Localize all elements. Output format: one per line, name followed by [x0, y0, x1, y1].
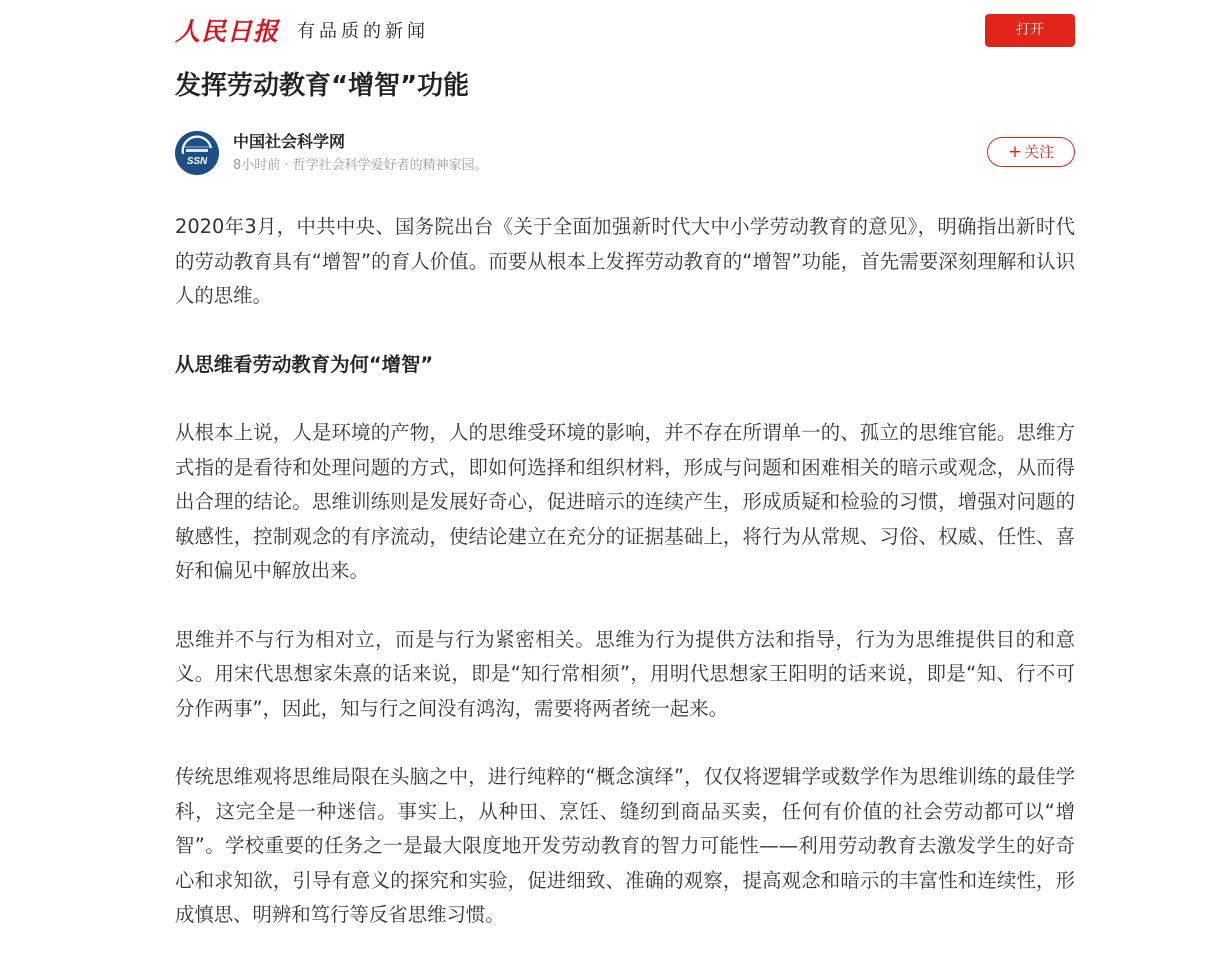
- plus-icon: +: [1007, 142, 1023, 162]
- author-meta: 8小时前 · 哲学社会科学爱好者的精神家园。: [233, 158, 488, 173]
- author-avatar[interactable]: [175, 131, 219, 175]
- paragraph-1: 2020年3月，中共中央、国务院出台《关于全面加强新时代大中小学劳动教育的意见》，明确指出新时代的劳动教育具有“增智”的育人价值。而要从根本上发挥劳动教育的“增智”功能，首先需要深刻理解和认识人的思维。: [175, 215, 1075, 307]
- people-daily-logo[interactable]: [175, 18, 429, 46]
- section-heading: 从思维看劳动教育为何“增智”: [175, 352, 434, 376]
- follow-button[interactable]: [987, 137, 1075, 167]
- follow-label: 关注: [1024, 143, 1055, 161]
- slogan: 有品质的新闻: [297, 21, 430, 42]
- avatar-text: SSN: [186, 156, 208, 167]
- article-body: [175, 210, 1075, 967]
- paragraph-4: 传统思维观将思维局限在头脑之中，进行纯粹的“概念演绎”，仅仅将逻辑学或数学作为思维训练的最佳学科，这完全是一种迷信。事实上，从种田、烹饪、缝纫到商品买卖，任何有价值的社会劳动都可以“增智”。学校重要的任务之一是最大限度地开发劳动教育的智力可能性——利用劳动教育去激发学生的好奇心和求知欲，引导有意义的探究和实验，促进细致、准确的观察，提高观念和暗示的丰富性和连续性，形成慎思、明辨和笃行等反省思维习惯。: [175, 765, 1075, 926]
- top-bar: [175, 14, 1075, 50]
- author-bar: [175, 130, 1075, 176]
- article-title: 发挥劳动教育“增智”功能: [175, 71, 470, 101]
- ssn-logo-icon: [175, 131, 219, 175]
- author-name[interactable]: 中国社会科学网: [233, 132, 346, 151]
- paragraph-3: 思维并不与行为相对立，而是与行为紧密相关。思维为行为提供方法和指导，行为为思维提供目的和意义。用宋代思想家朱熹的话来说，即是“知行常相须”，用明代思想家王阳明的话来说，即是“知、行不可分作两事”，因此，知与行之间没有鸿沟，需要将两者统一起来。: [175, 627, 1075, 720]
- open-app-button[interactable]: 打开: [985, 14, 1075, 47]
- logo-mark: 人民日报: [175, 17, 280, 46]
- paragraph-2: 从根本上说，人是环境的产物，人的思维受环境的影响，并不存在所谓单一的、孤立的思维官能。思维方式指的是看待和处理问题的方式，即如何选择和组织材料，形成与问题和困难相关的暗示或观念，从而得出合理的结论。思维训练则是发展好奇心，促进暗示的连续产生，形成质疑和检验的习惯，增强对问题的敏感性，控制观念的有序流动，使结论建立在充分的证据基础上，将行为从常规、习俗、权威、任性、喜好和偏见中解放出来。: [175, 421, 1075, 582]
